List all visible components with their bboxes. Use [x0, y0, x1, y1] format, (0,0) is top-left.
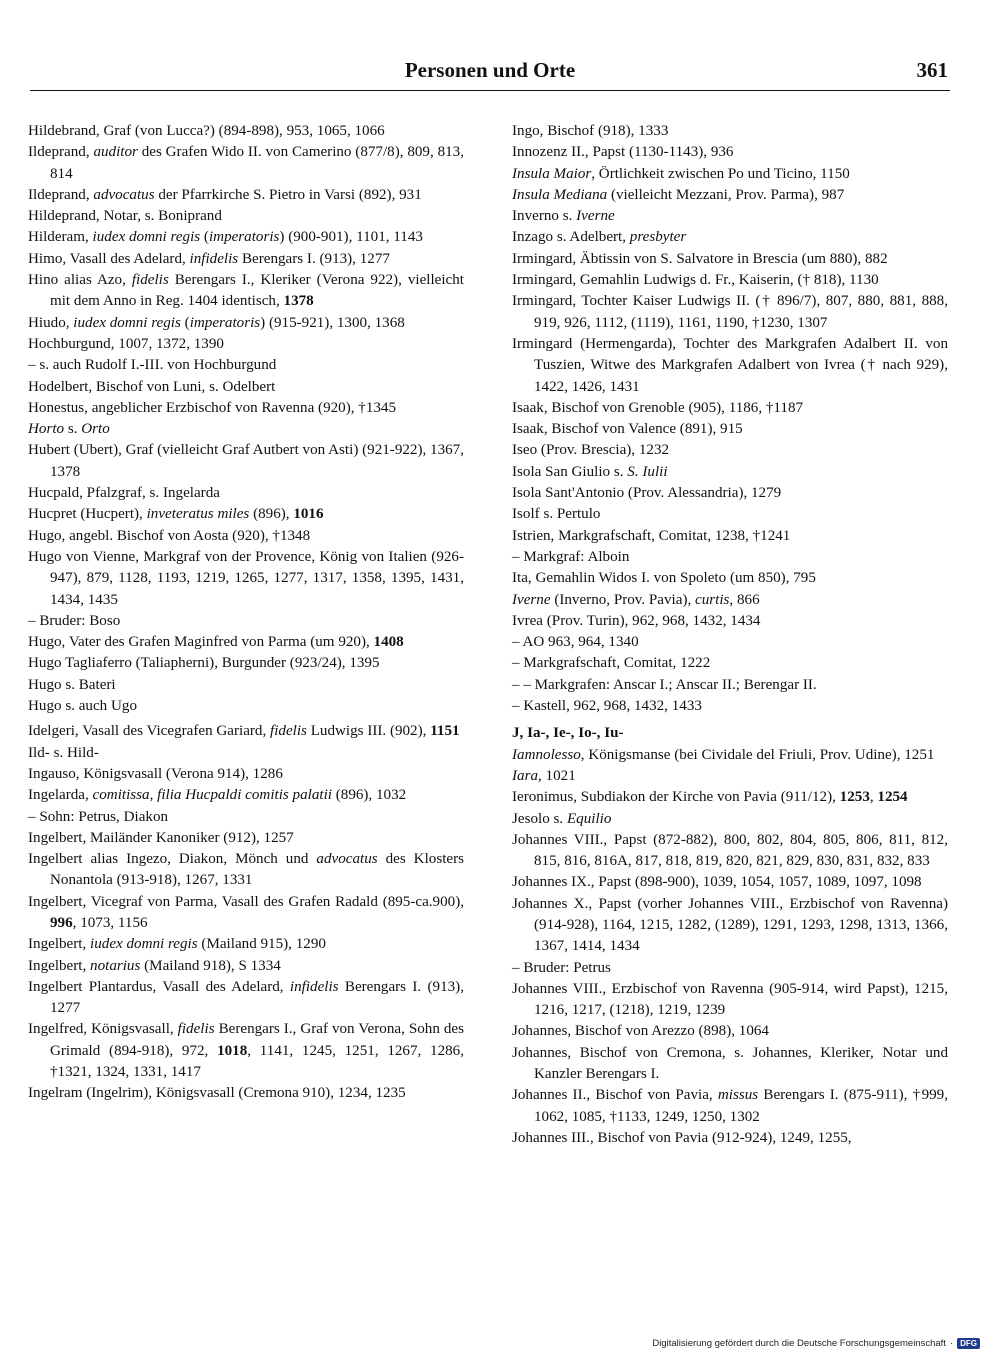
index-column-left: [28, 121, 464, 1105]
page-header: [30, 56, 950, 91]
footer-credit: [652, 1338, 980, 1349]
page-number: 361: [916, 58, 948, 82]
index-entry: Hucpald, Pfalzgraf, s. Ingelarda: [28, 485, 220, 502]
index-entry: Istrien, Markgrafschaft, Comitat, 1238, †1241: [512, 527, 791, 544]
index-entry: – Bruder: Petrus: [512, 959, 611, 976]
index-entry: Isola Sant'Antonio (Prov. Alessandria), 1279: [512, 485, 782, 502]
index-entry: Ildeprand, advocatus der Pfarrkirche S. Pietro in Varsi (892), 931: [28, 186, 422, 203]
index-entry: Iverne (Inverno, Prov. Pavia), curtis, 866: [512, 591, 760, 608]
index-entry: Ingauso, Königsvasall (Verona 914), 1286: [28, 765, 283, 782]
index-entry: Irmingard, Gemahlin Ludwigs d. Fr., Kaiserin, († 818), 1130: [512, 272, 879, 289]
index-entry: Isaak, Bischof von Grenoble (905), 1186, †1187: [512, 399, 804, 416]
index-entry: Insula Maior, Örtlichkeit zwischen Po und Ticino, 1150: [512, 165, 850, 182]
index-entry: Isaak, Bischof von Valence (891), 915: [512, 421, 743, 438]
index-entry: Ivrea (Prov. Turin), 962, 968, 1432, 1434: [512, 612, 761, 629]
index-entry: Johannes IX., Papst (898-900), 1039, 1054, 1057, 1089, 1097, 1098: [512, 874, 922, 891]
index-entry: – – Markgrafen: Anscar I.; Anscar II.; Berengar II.: [512, 676, 817, 693]
index-entry: Hildebrand, Graf (von Lucca?) (894-898), 953, 1065, 1066: [28, 123, 385, 139]
section-heading: J, Ia-, Ie-, Io-, Iu-: [512, 725, 624, 742]
index-entry: Innozenz II., Papst (1130-1143), 936: [512, 144, 734, 161]
index-entry: Irmingard, Tochter Kaiser Ludwigs II. († 896/7), 807, 880, 881, 888, 919, 926, 1112, (1119), 1161, 1190, †1230, 1307: [512, 293, 948, 331]
index-entry: Ingelbert Plantardus, Vasall des Adelard, infidelis Berengars I. (913), 1277: [28, 978, 464, 1017]
index-entry: Hucpret (Hucpert), inveteratus miles (896), 1016: [28, 506, 324, 523]
index-entry: – AO 963, 964, 1340: [512, 634, 639, 651]
index-entry: Johannes, Bischof von Cremona, s. Johannes, Kleriker, Notar und Kanzler Berengars I.: [512, 1044, 948, 1083]
index-entry: Idelgeri, Vasall des Vicegrafen Gariard, fidelis Ludwigs III. (902), 1151: [28, 723, 460, 740]
index-entry: – Markgraf: Alboin: [512, 548, 630, 565]
index-entry: Ingo, Bischof (918), 1333: [512, 123, 669, 139]
index-entry: Ingelram (Ingelrim), Königsvasall (Cremona 910), 1234, 1235: [28, 1085, 406, 1102]
index-entry: – Bruder: Boso: [28, 612, 121, 629]
index-entry: – Kastell, 962, 968, 1432, 1433: [512, 698, 702, 715]
index-entry: – Markgrafschaft, Comitat, 1222: [512, 655, 711, 672]
index-entry: Horto s. Orto: [28, 421, 110, 438]
index-entry: Irmingard (Hermengarda), Tochter des Markgrafen Adalbert II. von Tuszien, Witwe des Markgrafen Adalbert von Ivrea († nach 929), 1422, 1426, 1431: [512, 335, 948, 395]
index-entry: Jesolo s. Equilio: [512, 810, 612, 827]
index-entry: Hochburgund, 1007, 1372, 1390: [28, 335, 224, 352]
index-entry: Inzago s. Adelbert, presbyter: [512, 229, 687, 246]
index-entry: Hugo Tagliaferro (Taliapherni), Burgunder (923/24), 1395: [28, 655, 380, 672]
index-column-right: [512, 121, 948, 1149]
index-entry: Johannes, Bischof von Arezzo (898), 1064: [512, 1023, 769, 1040]
index-entry: Johannes X., Papst (vorher Johannes VIII., Erzbischof von Ravenna) (914-928), 1164, 1215, 1282, (1289), 1291, 1293, 1298, 1313, 1366, 1367, 1414, 1434: [512, 895, 948, 955]
index-entry: Insula Mediana (vielleicht Mezzani, Prov. Parma), 987: [512, 186, 845, 203]
index-entry: Hugo von Vienne, Markgraf von der Provence, König von Italien (926-947), 879, 1128, 1193, 1219, 1265, 1277, 1317, 1358, 1395, 1431, 1434, 1435: [28, 548, 464, 608]
index-entry: Hugo s. Bateri: [28, 676, 116, 693]
index-entry: Hubert (Ubert), Graf (vielleicht Graf Autbert von Asti) (921-922), 1367, 1378: [28, 442, 464, 480]
index-entry: Ildeprand, auditor des Grafen Wido II. von Camerino (877/8), 809, 813, 814: [28, 144, 464, 182]
index-entry: Hugo s. auch Ugo: [28, 698, 137, 715]
index-entry: Ingelbert, Vicegraf von Parma, Vasall des Grafen Radald (895-ca.900), 996, 1073, 1156: [28, 893, 464, 931]
index-entry: Hodelbert, Bischof von Luni, s. Odelbert: [28, 378, 276, 395]
index-entry: Ingelbert alias Ingezo, Diakon, Mönch und advocatus des Klosters Nonantola (913-918), 1267, 1331: [28, 851, 464, 889]
index-entry: Himo, Vasall des Adelard, infidelis Berengars I. (913), 1277: [28, 250, 390, 267]
footer-separator: ·: [949, 1338, 954, 1349]
index-entry: Johannes VIII., Erzbischof von Ravenna (905-914, wird Papst), 1215, 1216, 1217, (1218), 1219, 1239: [512, 980, 948, 1019]
index-entry: – s. auch Rudolf I.-III. von Hochburgund: [28, 357, 277, 374]
index-entry: Ingelbert, iudex domni regis (Mailand 915), 1290: [28, 936, 326, 953]
page-title: Personen und Orte: [404, 58, 576, 82]
index-entry: Hugo, Vater des Grafen Maginfred von Parma (um 920), 1408: [28, 634, 404, 651]
index-entry: Isolf s. Pertulo: [512, 506, 601, 523]
index-entry: Ingelarda, comitissa, filia Hucpaldi comitis palatii (896), 1032: [28, 787, 407, 804]
index-entry: Johannes VIII., Papst (872-882), 800, 802, 804, 805, 806, 811, 812, 815, 816, 816A, 817, 818, 819, 820, 821, 829, 830, 831, 832, 833: [512, 831, 948, 870]
index-entry: Hino alias Azo, fidelis Berengars I., Kleriker (Verona 922), vielleicht mit dem Anno in Reg. 1404 identisch, 1378: [28, 272, 464, 310]
index-entry: Isola San Giulio s. S. Iulii: [512, 463, 668, 480]
index-entry: Ild- s. Hild-: [28, 744, 99, 761]
index-entry: – Sohn: Petrus, Diakon: [28, 808, 169, 825]
index-entry: Iseo (Prov. Brescia), 1232: [512, 442, 670, 459]
index-entry: Ingelbert, notarius (Mailand 918), S 1334: [28, 957, 281, 974]
footer-text: Digitalisierung gefördert durch die Deutsche Forschungsgemeinschaft: [652, 1338, 946, 1349]
index-entry: Ita, Gemahlin Widos I. von Spoleto (um 850), 795: [512, 570, 816, 587]
index-entry: Hilderam, iudex domni regis (imperatoris) (900-901), 1101, 1143: [28, 229, 423, 246]
dfg-logo-icon: DFG: [957, 1338, 980, 1349]
index-entry: Hiudo, iudex domni regis (imperatoris) (915-921), 1300, 1368: [28, 314, 405, 331]
index-entry: Irmingard, Äbtissin von S. Salvatore in Brescia (um 880), 882: [512, 250, 888, 267]
index-entry: Ieronimus, Subdiakon der Kirche von Pavia (911/12), 1253, 1254: [512, 789, 908, 806]
index-entry: Iamnolesso, Königsmanse (bei Cividale del Friuli, Prov. Udine), 1251: [512, 746, 935, 763]
index-entry: Iara, 1021: [512, 767, 576, 784]
index-entry: Hugo, angebl. Bischof von Aosta (920), †1348: [28, 527, 311, 544]
index-entry: Johannes II., Bischof von Pavia, missus Berengars I. (875-911), †999, 1062, 1085, †1133, 1249, 1250, 1302: [512, 1087, 948, 1125]
index-entry: Honestus, angeblicher Erzbischof von Ravenna (920), †1345: [28, 399, 397, 416]
index-entry: Hildeprand, Notar, s. Boniprand: [28, 208, 222, 225]
index-entry: Inverno s. Iverne: [512, 208, 615, 225]
index-entry: Ingelbert, Mailänder Kanoniker (912), 1257: [28, 829, 294, 846]
index-entry: Johannes III., Bischof von Pavia (912-924), 1249, 1255,: [512, 1129, 852, 1146]
index-entry: Ingelfred, Königsvasall, fidelis Berengars I., Graf von Verona, Sohn des Grimald (894-918), 972, 1018, 1141, 1245, 1251, 1267, 1286, †1321, 1324, 1331, 1417: [28, 1021, 464, 1081]
